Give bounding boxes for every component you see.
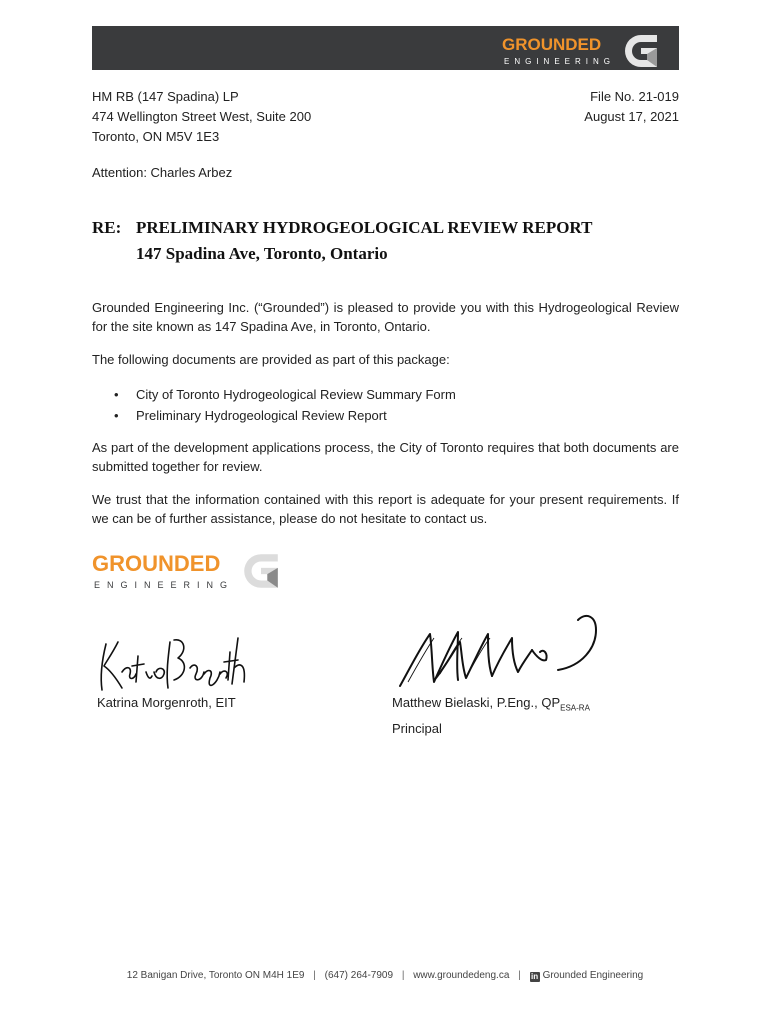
footer-website[interactable]: www.groundedeng.ca bbox=[413, 970, 510, 981]
footer-separator: | bbox=[313, 970, 316, 981]
linkedin-icon: in bbox=[531, 972, 539, 981]
recipient-line: HM RB (147 Spadina) LP bbox=[92, 89, 239, 104]
signature-matthew bbox=[396, 608, 606, 692]
logo-subtitle: ENGINEERING bbox=[94, 579, 235, 590]
logo-wordmark: GROUNDED bbox=[502, 35, 602, 54]
footer-linkedin[interactable]: Grounded Engineering bbox=[542, 970, 644, 981]
g-logo-icon bbox=[621, 33, 661, 69]
footer-address: 12 Banigan Drive, Toronto ON M4H 1E9 bbox=[126, 970, 305, 981]
signer-name: Matthew Bielaski, P.Eng., QP bbox=[392, 695, 561, 710]
signer-designation: ESA-RA bbox=[560, 703, 590, 713]
signer-katrina bbox=[97, 693, 236, 713]
header-logo bbox=[502, 33, 661, 69]
file-number: File No. 21-019 bbox=[590, 89, 679, 104]
logo-subtitle: ENGINEERING bbox=[504, 57, 616, 66]
list-item: • Preliminary Hydrogeological Review Report bbox=[114, 405, 456, 426]
signature-katrina bbox=[92, 632, 252, 694]
logo-wordmark: GROUNDED bbox=[92, 550, 221, 576]
signer-title: Principal bbox=[392, 720, 442, 736]
body-paragraph-process: As part of the development applications process, the City of Toronto requires that both documents are submitted together for review. bbox=[92, 440, 679, 474]
footer-separator: | bbox=[401, 970, 405, 981]
attention-line: Attention: Charles Arbez bbox=[92, 165, 233, 180]
footer-separator: | bbox=[518, 970, 521, 981]
subject-site: 147 Spadina Ave, Toronto, Ontario bbox=[136, 244, 388, 263]
signer-matthew bbox=[392, 693, 590, 739]
document-list bbox=[114, 384, 456, 426]
recipient-line: 474 Wellington Street West, Suite 200 bbox=[92, 109, 312, 124]
letter-date: August 17, 2021 bbox=[584, 109, 679, 124]
body-paragraph-documents: The following documents are provided as part of this package: bbox=[92, 352, 450, 367]
g-logo-icon bbox=[240, 552, 282, 590]
body-paragraph-closing: We trust that the information contained with this report is adequate for your present requirements. If we can be of further assistance, please do not hesitate to contact us. bbox=[92, 492, 679, 526]
list-item: • City of Toronto Hydrogeological Review Summary Form bbox=[114, 384, 456, 405]
page-footer bbox=[0, 970, 770, 982]
file-info bbox=[584, 87, 679, 127]
signer-name: Katrina Morgenroth, EIT bbox=[97, 695, 236, 710]
subject-title: PRELIMINARY HYDROGEOLOGICAL REVIEW REPORT bbox=[136, 218, 593, 237]
company-logo bbox=[92, 552, 282, 590]
subject-label: RE: bbox=[92, 218, 122, 237]
body-paragraph-intro: Grounded Engineering Inc. (“Grounded”) is pleased to provide you with this Hydrogeological Review for the site known as 147 Spadina Ave, in Toronto, Ontario. bbox=[92, 300, 679, 334]
recipient-line: Toronto, ON M5V 1E3 bbox=[92, 129, 220, 144]
recipient-address bbox=[92, 87, 311, 147]
footer-phone: (647) 264-7909 bbox=[324, 970, 394, 981]
